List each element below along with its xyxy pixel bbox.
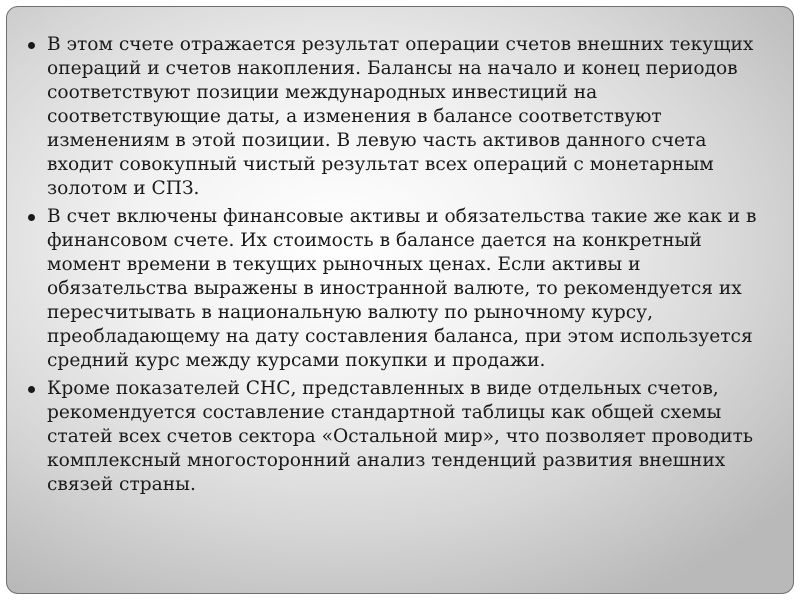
bullet-item [27, 33, 775, 201]
bullet-dot-icon [28, 214, 35, 221]
bullet-item [27, 205, 775, 373]
bullet-dot-icon [28, 386, 35, 393]
bullet-text: В этом счете отражается результат операции счетов внешних текущих операций и счетов накопления. Балансы на начало и конец периодов соответствуют позиции международных инвестиций на соответствующие даты, а изменения в балансе соответствуют изменениям в этой позиции. В левую часть активов данного счета входит совокупный чистый результат всех операций с монетарным золотом и СПЗ. [47, 34, 754, 199]
bullet-text: В счет включены финансовые активы и обязательства такие же как и в финансовом счете. Их стоимость в балансе дается на конкретный момент времени в текущих рыночных ценах. Если активы и обязательства выражены в иностранной валюте, то рекомендуется их пересчитывать в национальную валюту по рыночному курсу, преобладающему на дату составления баланса, при этом используется средний курс между курсами покупки и продажи. [47, 206, 757, 371]
slide [6, 6, 794, 594]
bullet-dot-icon [28, 42, 35, 49]
bullet-text: Кроме показателей СНС, представленных в виде отдельных счетов, рекомендуется составление стандартной таблицы как общей схемы статей всех счетов сектора «Остальной мир», что позволяет проводить комплексный многосторонний анализ тенденций развития внешних связей страны. [47, 378, 754, 495]
bullet-item [27, 377, 775, 497]
bullet-list [27, 33, 775, 501]
